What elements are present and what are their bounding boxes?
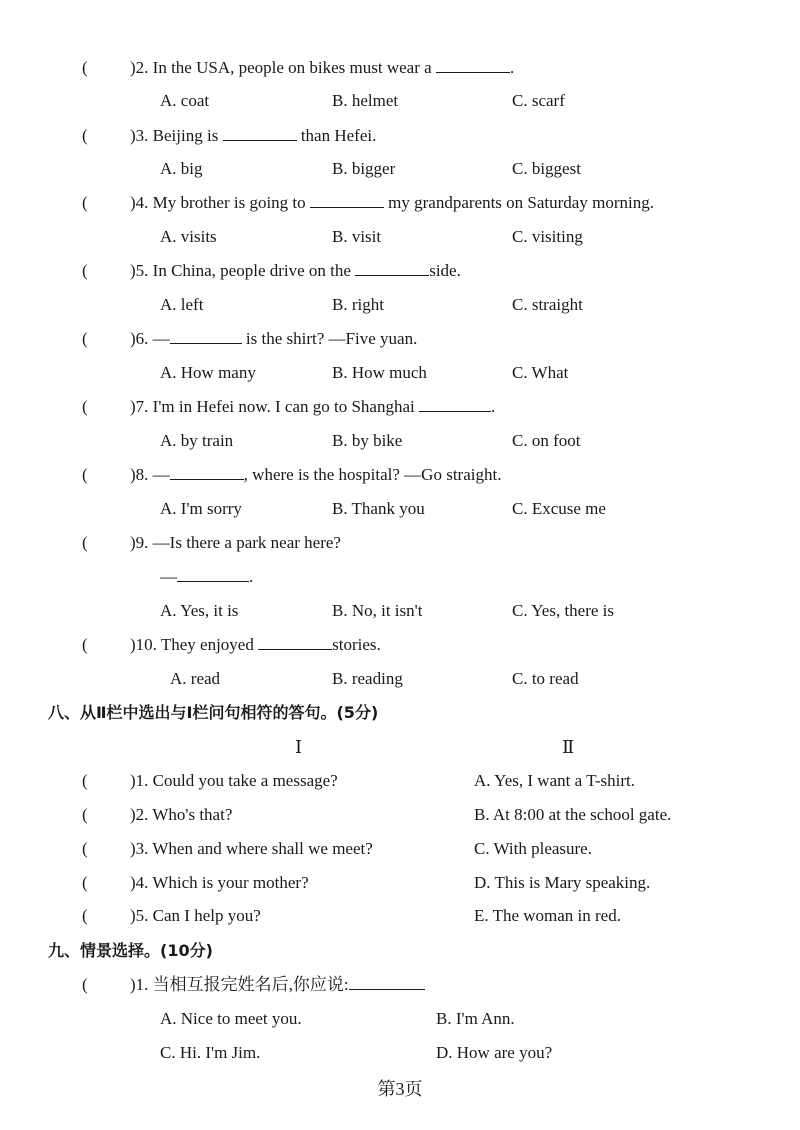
- answer-paren: (: [82, 58, 88, 77]
- question-text: )4. My brother is going to: [130, 193, 306, 212]
- question-text-after: .: [491, 397, 496, 416]
- answer-paren: (: [82, 465, 88, 484]
- answer-paren: (: [82, 193, 88, 212]
- option-a[interactable]: A. visits: [160, 227, 217, 246]
- option-a[interactable]: A. big: [160, 159, 203, 178]
- dash: —: [160, 567, 177, 586]
- question-text-after: is the shirt? —Five yuan.: [245, 329, 418, 348]
- answer-blank[interactable]: [310, 193, 384, 208]
- column-2-header: Ⅱ: [562, 737, 575, 757]
- option-a[interactable]: A. left: [160, 295, 204, 314]
- answer-paren: (: [82, 397, 88, 416]
- answer-blank[interactable]: [355, 261, 429, 276]
- match-question: )5. Can I help you?: [130, 906, 261, 925]
- answer-paren: (: [82, 906, 88, 925]
- answer-paren: (: [82, 635, 88, 654]
- option-a[interactable]: A. read: [170, 669, 221, 688]
- answer-paren: (: [82, 126, 88, 145]
- option-a[interactable]: A. coat: [160, 91, 210, 110]
- answer-blank[interactable]: [419, 397, 491, 412]
- match-answer: D. This is Mary speaking.: [474, 873, 651, 892]
- answer-paren: (: [82, 873, 88, 892]
- option-b[interactable]: B. reading: [332, 669, 403, 688]
- question-text: )10. They enjoyed: [130, 635, 254, 654]
- answer-blank[interactable]: [170, 329, 242, 344]
- match-question: )3. When and where shall we meet?: [130, 839, 373, 858]
- answer-blank[interactable]: [170, 465, 244, 480]
- option-a[interactable]: A. I'm sorry: [160, 499, 242, 518]
- question-text-after: stories.: [332, 635, 381, 654]
- question-text: )2. In the USA, people on bikes must wear a: [130, 58, 432, 77]
- answer-paren: (: [82, 771, 88, 790]
- option-c[interactable]: C. scarf: [512, 91, 565, 110]
- answer-paren: (: [82, 805, 88, 824]
- match-answer: B. At 8:00 at the school gate.: [474, 805, 672, 824]
- option-b[interactable]: B. by bike: [332, 431, 403, 450]
- option-c[interactable]: C. straight: [512, 295, 583, 314]
- column-1-header: Ⅰ: [295, 737, 303, 757]
- answer-paren: (: [82, 261, 88, 280]
- answer-blank[interactable]: [436, 58, 510, 73]
- option-c[interactable]: C. to read: [512, 669, 579, 688]
- match-question: )1. Could you take a message?: [130, 771, 338, 790]
- question-text-after: .: [509, 58, 515, 77]
- option-b[interactable]: B. No, it isn't: [332, 601, 423, 620]
- answer-blank[interactable]: [223, 126, 297, 141]
- match-answer: C. With pleasure.: [474, 839, 592, 858]
- answer-paren: (: [82, 329, 88, 348]
- question-text: )9. —Is there a park near here?: [130, 533, 341, 552]
- answer-paren: (: [82, 533, 88, 552]
- question-text: )6. —: [130, 329, 170, 348]
- section-9-title: 九、情景选择。(10分): [48, 941, 213, 960]
- option-b[interactable]: B. bigger: [332, 159, 396, 178]
- option-c[interactable]: C. visiting: [512, 227, 583, 246]
- match-answer: E. The woman in red.: [474, 906, 621, 925]
- section-8-title: 八、从Ⅱ栏中选出与Ⅰ栏问句相符的答句。(5分): [48, 703, 379, 722]
- question-text-after: , where is the hospital? —Go straight.: [243, 465, 502, 484]
- option-d[interactable]: D. How are you?: [436, 1043, 553, 1062]
- answer-blank[interactable]: [349, 975, 425, 990]
- match-question: )4. Which is your mother?: [130, 873, 309, 892]
- question-text-after: my grandparents on Saturday morning.: [388, 193, 654, 212]
- answer-blank[interactable]: [258, 635, 332, 650]
- option-a[interactable]: A. How many: [160, 363, 256, 382]
- option-b[interactable]: B. right: [332, 295, 384, 314]
- option-c[interactable]: C. biggest: [512, 159, 581, 178]
- option-b[interactable]: B. helmet: [332, 91, 399, 110]
- option-c[interactable]: C. Yes, there is: [512, 601, 615, 620]
- question-text: )3. Beijing is: [130, 126, 219, 145]
- match-answer: A. Yes, I want a T-shirt.: [474, 771, 636, 790]
- period: .: [249, 567, 254, 586]
- option-a[interactable]: A. by train: [160, 431, 234, 450]
- question-text: )8. —: [130, 465, 170, 484]
- option-c[interactable]: C. Hi. I'm Jim.: [160, 1043, 261, 1062]
- question-text: )7. I'm in Hefei now. I can go to Shanghai: [130, 397, 415, 416]
- match-question: )2. Who's that?: [130, 805, 233, 824]
- question-text: )1. 当相互报完姓名后,你应说:: [130, 975, 349, 994]
- option-b[interactable]: B. visit: [332, 227, 382, 246]
- option-a[interactable]: A. Yes, it is: [160, 601, 239, 620]
- question-text: )5. In China, people drive on the: [130, 261, 351, 280]
- option-c[interactable]: C. What: [512, 363, 569, 382]
- option-b[interactable]: B. Thank you: [332, 499, 425, 518]
- answer-paren: (: [82, 839, 88, 858]
- question-text-after: than Hefei.: [300, 126, 377, 145]
- answer-paren: (: [82, 975, 88, 994]
- question-text-after: side.: [429, 261, 461, 280]
- option-b[interactable]: B. How much: [332, 363, 427, 382]
- question-9-answer-line: [160, 566, 253, 588]
- option-b[interactable]: B. I'm Ann.: [436, 1009, 515, 1028]
- answer-blank[interactable]: [177, 567, 249, 582]
- option-a[interactable]: A. Nice to meet you.: [160, 1009, 302, 1028]
- option-c[interactable]: C. on foot: [512, 431, 581, 450]
- option-c[interactable]: C. Excuse me: [512, 499, 606, 518]
- page-number: 第3页: [377, 1079, 423, 1099]
